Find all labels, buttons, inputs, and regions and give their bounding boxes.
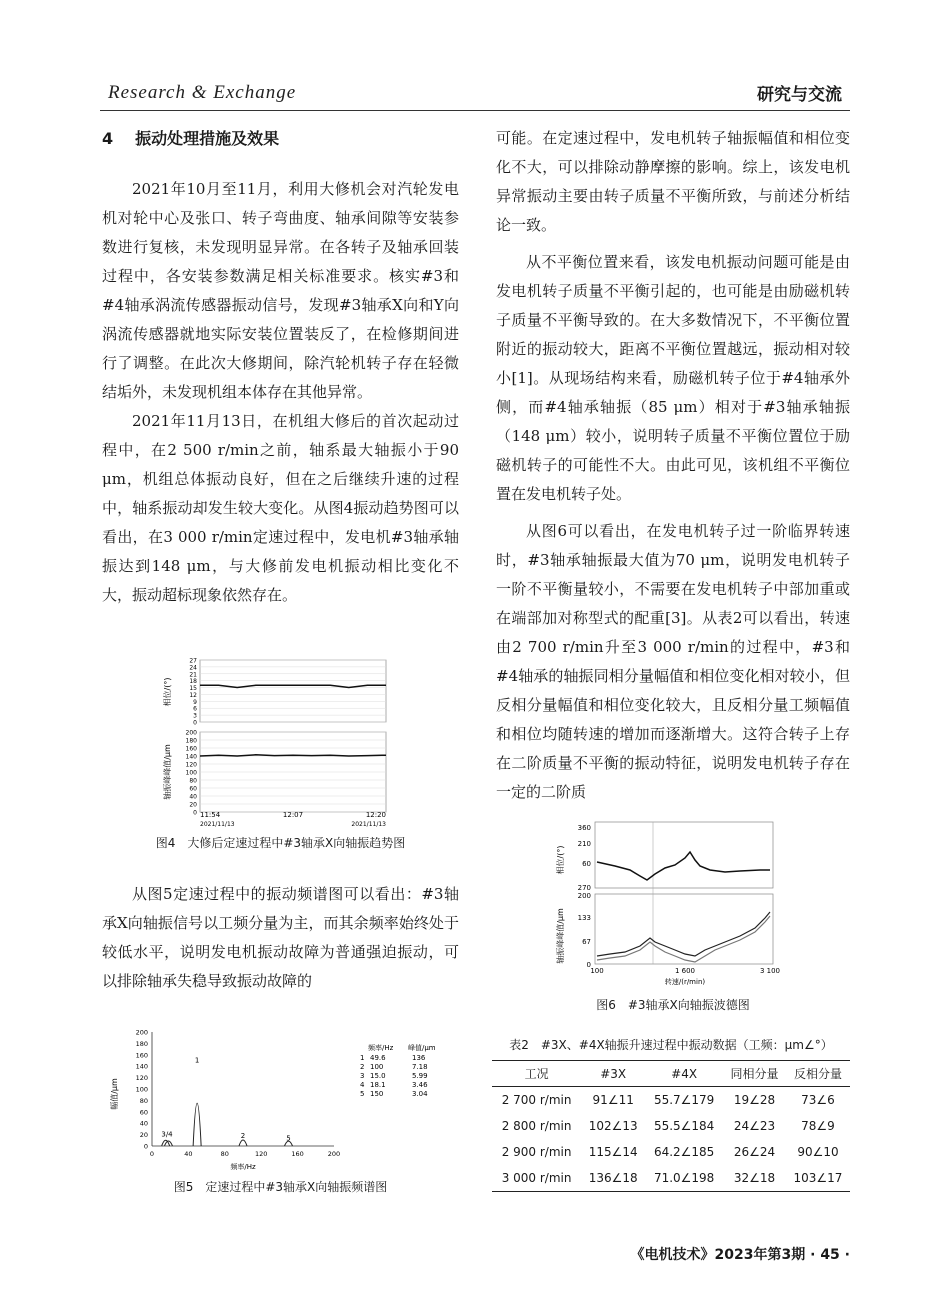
fig5-peak-label: 1 <box>194 1056 200 1065</box>
fig5-legend-freq: 15.0 <box>370 1072 386 1080</box>
fig5-x-tick: 40 <box>184 1150 193 1158</box>
fig4-phase-tick: 6 <box>193 705 197 713</box>
fig4-amp-tick: 40 <box>189 793 197 801</box>
paragraph: 从不平衡位置来看，该发电机振动问题可能是由发电机转子质量不平衡引起的，也可能是由励磁机转子质量不平衡导致的。在大多数情况下，不平衡位置附近的振动较大，距离不平衡位置越远，振动相对较小[1]。从现场结构来看，励磁机转子位于#4轴承外侧，而#4轴承轴振（85 μm）相对于#3轴承轴振（148 μm）较小，说明转子质量不平衡位置位于励磁机转子的可能性不大。由此可见，该机组不平衡位置在发电机转子处。 <box>496 253 850 503</box>
fig4-amp-tick: 160 <box>185 745 197 753</box>
fig4-amp-tick: 100 <box>185 769 197 777</box>
fig5-spectrum-chart <box>108 1024 458 1174</box>
paragraph: 2021年10月至11月，利用大修机会对汽轮发电机对轮中心及张口、转子弯曲度、轴承间隙等安装参数进行复核，未发现明显异常。在各转子及轴承回装过程中，各安装参数满足相关标准要求。核实#3和#4轴承涡流传感器振动信号，发现#3轴承X向和Y向涡流传感器就地实际安装位置装反了，在检修期间进行了调整。在此次大修期间，除汽轮机转子存在轻微结垢外，未发现机组本体存在其他异常。 <box>102 180 459 401</box>
fig4-phase-tick: 9 <box>193 698 197 706</box>
fig6-amp-tick: 200 <box>577 892 591 900</box>
fig4-amp-tick: 180 <box>185 737 197 745</box>
fig5-y-tick: 100 <box>135 1085 148 1094</box>
table-cell: 78∠9 <box>801 1119 835 1133</box>
fig6-x-tick: 3 100 <box>759 967 781 975</box>
fig6-phase-series <box>597 852 770 880</box>
fig6-amp-ylabel: 轴振峰峰值/μm <box>556 908 565 964</box>
left-column-lower <box>102 880 459 996</box>
table-cell: 24∠23 <box>733 1119 776 1133</box>
table-cell: 90∠10 <box>797 1145 839 1159</box>
fig6-x-tick: 100 <box>590 967 604 975</box>
paragraph: 从图6可以看出，在发电机转子过一阶临界转速时，#3轴承轴振最大值为70 μm，说明发电机转子一阶不平衡量较小，不需要在发电机转子中部加重或在端部加对称型式的配重[3]。从表2可以看出，转速由2 700 r/min升至3 000 r/min的过程中，#3和#4轴承的轴振同相分量幅值和相位变化相对较小，但反相分量幅值和相位变化较大，且反相分量工频幅值和相位均随转速的增加而逐渐增大。这符合转子上存在二阶质量不平衡的振动特征，说明发电机转子存在一定的二阶质 <box>496 522 850 801</box>
running-header-right: 研究与交流 <box>757 85 842 105</box>
fig6-phase-ylabel: 相位/(°) <box>556 845 565 875</box>
fig4-amp-tick: 60 <box>189 785 197 793</box>
fig6-phase-tick: 360 <box>577 824 591 832</box>
fig5-y-tick: 0 <box>143 1142 148 1151</box>
fig4-phase-tick: 12 <box>189 691 197 699</box>
fig5-x-tick: 0 <box>149 1150 155 1158</box>
fig4-x-tick: 11:54 <box>200 811 221 819</box>
table-header: 工况 <box>492 1061 581 1087</box>
fig4-amp-tick: 0 <box>193 809 197 817</box>
table-header: #4X <box>645 1061 723 1087</box>
fig4-amp-series <box>200 755 386 756</box>
table-header: 同相分量 <box>723 1061 786 1087</box>
fig4-phase-frame <box>200 660 386 722</box>
fig5-legend-peak: 136 <box>412 1054 426 1062</box>
table-cell: 2 800 r/min <box>501 1119 572 1133</box>
fig5-legend-head: 频率/Hz <box>368 1044 394 1052</box>
fig6-caption: 图6 #3轴承X向轴振波德图 <box>596 998 750 1012</box>
fig6-x-tick: 1 600 <box>674 967 696 975</box>
paragraph: 2021年11月13日，在机组大修后的首次起动过程中，在2 500 r/min之前，轴系最大轴振小于90 μm，机组总体振动良好，但在之后继续升速的过程中，轴系振动却发生较大变化。从图4振动趋势图可以看出，在3 000 r/min定速过程中，发电机#3轴承轴振达到148 μm，与大修前发电机振动相比变化不大，振动超标现象依然存在。 <box>102 412 459 604</box>
table-row <box>492 1113 850 1139</box>
fig5-y-tick: 120 <box>135 1074 148 1083</box>
table-cell: 73∠6 <box>801 1093 835 1107</box>
table-header-row <box>492 1061 850 1087</box>
section-number: 4 <box>102 129 114 148</box>
fig5-xlabel: 频率/Hz <box>230 1163 256 1171</box>
fig5-peak <box>193 1103 201 1146</box>
fig5-x-tick: 160 <box>291 1150 304 1158</box>
fig5-y-tick: 80 <box>139 1096 148 1105</box>
section-title: 振动处理措施及效果 <box>135 129 280 148</box>
fig6-phase-tick: 210 <box>577 840 591 848</box>
table2 <box>492 1060 850 1192</box>
table-row <box>492 1087 850 1114</box>
fig5-peak-label: 2 <box>240 1131 246 1140</box>
fig4-caption: 图4 大修后定速过程中#3轴承X向轴振趋势图 <box>155 836 406 850</box>
fig5-y-tick: 60 <box>139 1108 148 1117</box>
table-cell: 3 000 r/min <box>492 1165 581 1192</box>
fig5-ylabel: 幅值/μm <box>110 1078 119 1110</box>
fig4-phase-tick: 3 <box>193 712 197 720</box>
fig5-legend-head: 峰值/μm <box>408 1044 436 1052</box>
fig6-xlabel: 转速/(r/min) <box>664 978 706 986</box>
fig4-amp-ylabel: 轴振峰峰值/μm <box>163 744 172 800</box>
right-column <box>496 124 850 807</box>
fig6-phase-tick: 270 <box>577 884 591 892</box>
table-row <box>492 1139 850 1165</box>
paragraph: 从图5定速过程中的振动频谱图可以看出：#3轴承X向轴振信号以工频分量为主，而其余频率始终处于较低水平，说明发电机振动故障为普通强迫振动，可以排除轴承失稳导致振动故障的 <box>102 885 459 990</box>
table-cell: 19∠28 <box>733 1093 776 1107</box>
fig6-amp-tick: 0 <box>586 961 591 969</box>
fig5-legend-idx: 3 <box>360 1072 365 1080</box>
fig5-x-tick: 80 <box>220 1150 229 1158</box>
table-cell: 136∠18 <box>581 1165 645 1192</box>
table-header: 反相分量 <box>786 1061 850 1087</box>
table-cell: 115∠14 <box>588 1145 638 1159</box>
section-heading <box>102 124 459 153</box>
table-cell: 2 700 r/min <box>501 1093 572 1107</box>
fig4-amp-tick: 140 <box>185 753 197 761</box>
table-cell: 32∠18 <box>723 1165 786 1192</box>
fig4-amp-tick: 200 <box>185 729 197 737</box>
fig5-legend <box>360 1043 436 1098</box>
fig4-phase-series <box>200 685 386 687</box>
fig5-caption: 图5 定速过程中#3轴承X向轴振频谱图 <box>173 1180 388 1194</box>
fig5-legend-idx: 2 <box>360 1063 365 1071</box>
fig5-legend-idx: 4 <box>360 1081 365 1089</box>
fig4-amp-tick: 20 <box>189 801 197 809</box>
paragraph: 可能。在定速过程中，发电机转子轴振幅值和相位变化不大，可以排除动静摩擦的影响。综上，该发电机异常振动主要由转子质量不平衡所致，与前述分析结论一致。 <box>496 129 850 234</box>
table-cell: 91∠11 <box>592 1093 634 1107</box>
fig5-peak <box>239 1140 247 1146</box>
fig4-phase-tick: 21 <box>189 671 197 679</box>
fig4-x-tick: 12:07 <box>282 811 304 819</box>
table-cell: 71.0∠198 <box>645 1165 723 1192</box>
fig5-legend-idx: 5 <box>360 1090 365 1098</box>
fig4-amp-tick: 120 <box>185 761 197 769</box>
fig5-legend-freq: 49.6 <box>370 1054 386 1062</box>
page-footer: 《电机技术》2023年第3期 · 45 · <box>630 1247 850 1263</box>
fig5-y-tick: 20 <box>139 1131 148 1140</box>
fig6-phase-frame <box>595 822 773 888</box>
fig6-amp-tick: 133 <box>577 914 591 922</box>
table2-caption: 表2 #3X、#4X轴振升速过程中振动数据（工频：μm∠°） <box>509 1038 833 1052</box>
fig5-y-tick: 40 <box>139 1119 148 1128</box>
fig5-y-tick: 160 <box>135 1051 148 1060</box>
running-header-left: Research & Exchange <box>108 82 297 103</box>
table-cell: 55.5∠184 <box>653 1119 715 1133</box>
table-cell: 103∠17 <box>786 1165 850 1192</box>
fig6-bode-chart <box>555 818 795 988</box>
fig5-legend-peak: 3.46 <box>412 1081 428 1089</box>
fig5-legend-peak: 3.04 <box>412 1090 428 1098</box>
fig4-phase-tick: 24 <box>189 664 197 672</box>
fig5-legend-freq: 150 <box>370 1090 384 1098</box>
table-cell: 64.2∠185 <box>653 1145 715 1159</box>
fig4-trend-chart <box>160 652 400 828</box>
fig5-legend-peak: 5.99 <box>412 1072 428 1080</box>
header-rule <box>100 110 850 111</box>
table-header: #3X <box>581 1061 645 1087</box>
fig5-legend-freq: 100 <box>370 1063 384 1071</box>
fig5-peak-label: 3/4 <box>161 1130 173 1139</box>
fig4-phase-tick: 27 <box>189 657 197 665</box>
table-cell: 55.7∠179 <box>653 1093 715 1107</box>
fig5-peak-label: 5 <box>286 1134 291 1143</box>
fig5-y-tick: 200 <box>135 1028 148 1037</box>
fig6-amp-series <box>597 912 770 956</box>
fig5-legend-peak: 7.18 <box>412 1063 428 1071</box>
fig5-y-tick: 140 <box>135 1062 148 1071</box>
fig5-legend-idx: 1 <box>360 1054 365 1062</box>
fig4-x-tick: 12:20 <box>365 811 386 819</box>
left-column <box>102 124 459 610</box>
fig4-phase-tick: 15 <box>189 685 197 693</box>
table-cell: 26∠24 <box>733 1145 776 1159</box>
fig4-phase-ylabel: 相位/(°) <box>163 677 172 707</box>
fig4-x-date: 2021/11/13 <box>351 821 386 828</box>
fig6-phase-tick: 60 <box>582 860 591 868</box>
fig4-amp-tick: 80 <box>189 777 197 785</box>
fig4-x-date: 2021/11/13 <box>200 821 235 828</box>
fig5-legend-freq: 18.1 <box>370 1081 386 1089</box>
fig6-amp-tick: 67 <box>582 938 591 946</box>
table-cell: 2 900 r/min <box>501 1145 572 1159</box>
fig5-x-tick: 200 <box>327 1150 341 1158</box>
table-row <box>492 1165 850 1192</box>
fig5-y-tick: 180 <box>135 1039 148 1048</box>
fig5-x-tick: 120 <box>254 1150 268 1158</box>
fig4-phase-tick: 18 <box>189 678 197 686</box>
table-cell: 102∠13 <box>588 1119 638 1133</box>
fig6-amp-series-2 <box>597 916 770 962</box>
fig4-phase-tick: 0 <box>193 719 197 727</box>
